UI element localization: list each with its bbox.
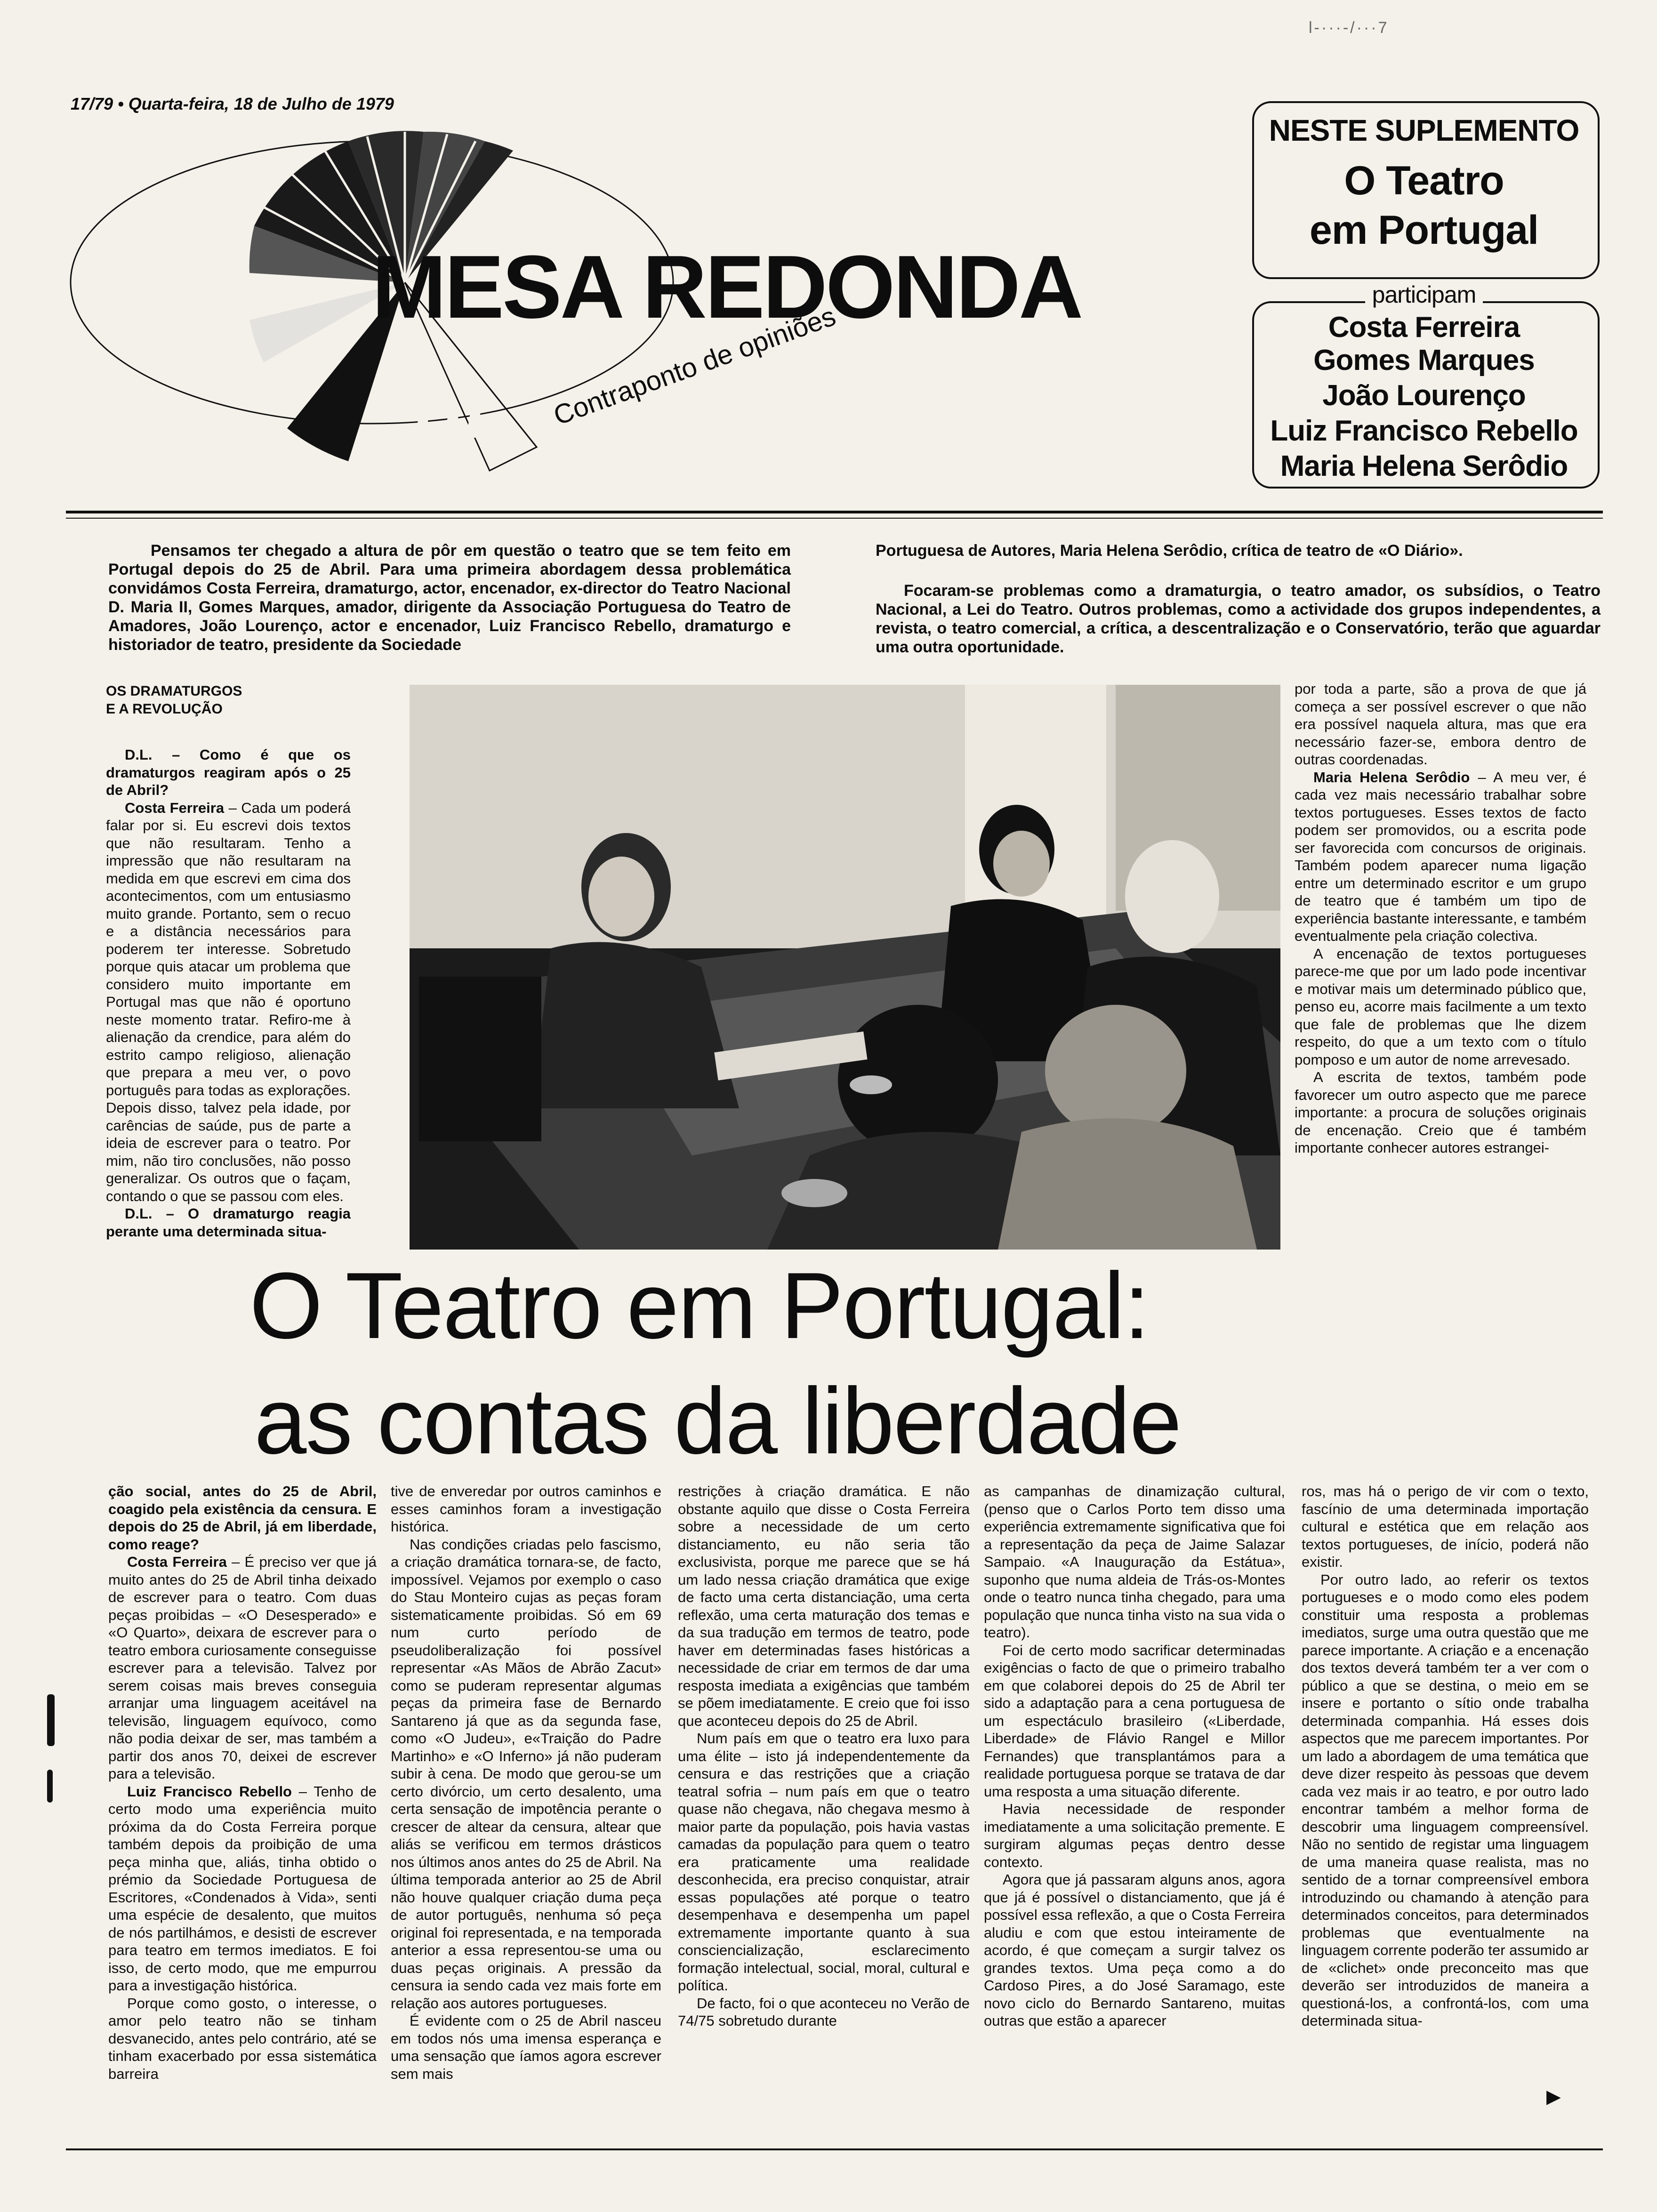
right-arrow-icon: ▶ — [1546, 2086, 1561, 2107]
masthead-tagline: Contraponto de opiniões — [549, 300, 840, 432]
supplement-title-2: em Portugal — [1310, 208, 1538, 253]
paragraph: Porque como gosto, o interesse, o amor pelo teatro não se tinham desvanecido, antes pelo contrário, até se tinham exacerbado por essa sistemática barreira — [108, 1995, 377, 2082]
dl-logo: DL — [410, 375, 504, 453]
paragraph: A escrita de textos, também pode favorecer um outro aspecto que me parece importante: a procura de soluções originais de encenação. Creio que é também importante conhecer autores estrangei- — [1295, 1069, 1586, 1156]
question: D.L. – O dramaturgo reagia perante uma determinada situa- — [106, 1205, 351, 1240]
paragraph: tive de enveredar por outros caminhos e esses caminhos foram a investigação histórica. — [391, 1483, 661, 1535]
left-column — [106, 682, 351, 1247]
bottom-column-5 — [1302, 1483, 1589, 2085]
answer-paragraph — [106, 799, 351, 1205]
bottom-column-4 — [984, 1483, 1285, 2108]
paragraph: Num país em que o teatro era luxo para uma élite – isto já independentemente da censura e das restrições que a criação teatral sofria – num país em que o teatro quase não chegava, não chegava mesmo à maior parte da população, pois havia vastas camadas da população para quem o teatro era praticamente uma realidade desconhecida, era preciso conquistar, atrair essas populações até porque o teatro desempenhava e desempenha um papel extremamente importante quanto à sua consciencialização, esclarecimento formação intelectual, social, moral, cultural e política. — [678, 1730, 970, 1994]
divider — [66, 518, 1603, 519]
participant-name: Costa Ferreira — [1328, 311, 1520, 344]
bottom-column-2 — [391, 1483, 661, 2108]
answer-text: – A meu ver, é cada vez mais necessário trabalhar sobre textos portugueses. Esses textos de facto podem ser promovidos, ou a escrita pode ser favorecida com concursos de originais. Também podem aparecer numa ligação entre um determinado escritor e um grupo de teatro que é também um tipo de experiência bastante interessante, e também eventualmente pela criação colectiva. — [1295, 769, 1586, 944]
participants-label: participam — [1365, 281, 1483, 308]
question: D.L. – Como é que os dramaturgos reagiram após o 25 de Abril? — [106, 746, 351, 798]
paragraph — [108, 1553, 377, 1783]
paragraph: ros, mas há o perigo de vir com o texto, fascínio de uma determinada importação cultural e estética que em relação aos textos portugueses, de início, poderá não existir. — [1302, 1483, 1589, 1570]
subhead: OS DRAMATURGOS — [106, 683, 242, 699]
paragraph: Nas condições criadas pelo fascismo, a criação dramática tornara-se, de facto, impossível. Vejamos por exemplo o caso do Stau Monteiro cujas as peças foram sistematicamente proibidas. Só em 69 num curto período de pseudoliberalização foi possível representar «As Mãos de Abrão Zacut» como se puderam representar algumas peças da primeira fase de Bernardo Santareno já que as da segunda fase, como «O Judeu», e«Traição do Padre Martinho» e «O Inferno» já não puderam subir à cena. De modo que gerou-se um certo divórcio, um certo desalento, uma certa sensação de impotência perante o crescer de altear da censura, altear que aliás se verificou em termos drásticos nos últimos anos antes do 25 de Abril. Na última temporada anterior ao 25 de Abril não houve qualquer criação duma peça de autor português, nenhuma só peça original foi representada, e na temporada anterior a essa representou-se uma ou duas peças originais. A pressão da censura ia sendo cada vez mais forte em relação aos autores portugueses. — [391, 1536, 661, 2012]
masthead-title: MESA REDONDA — [372, 237, 1082, 337]
paragraph — [1295, 769, 1586, 945]
bottom-column-1 — [108, 1483, 377, 2108]
speaker-name: Costa Ferreira — [125, 799, 225, 816]
supplement-heading: NESTE SUPLEMENTO — [1269, 113, 1579, 147]
question: ção social, antes do 25 de Abril, coagido pela existência da censura. E depois do 25 de Abril, já em liberdade, como reage? — [108, 1483, 377, 1553]
participant-name: João Lourenço — [1322, 379, 1526, 412]
participant-name: Luiz Francisco Rebello — [1270, 415, 1578, 447]
supplement-title-1: O Teatro — [1344, 158, 1504, 203]
scan-mark — [47, 1694, 55, 1746]
paragraph: Por outro lado, ao referir os textos portugueses e o modo como eles podem constituir uma resposta a problemas imediatos, surge uma outra questão que me parece importante. A criação e a encenação dos textos deverá também ter a ver com o público a que se destina, o meio em se insere e portanto o sítio onde trabalha determinada companhia. Há esses dois aspectos que me parecem importantes. Por um lado a abordagem de uma temática que deve dizer respeito às pessoas que devem cada vez mais ir ao teatro, e por outro lado encontrar também a melhor forma de descobrir uma linguagem compreensível. Não no sentido de registar uma linguagem de uma maneira quase realista, mas no sentido de a tornar compreensível embora introduzindo ou chamando à atenção para determinados conceitos, para determinados problemas que eventualmente na linguagem corrente poderão ter assumido ar de «clichet» onde preconceito mas que deverão ser introduzidos de maneira a questioná-los, a confrontá-los, com uma determinada situa- — [1302, 1571, 1589, 2029]
speaker-name: Maria Helena Serôdio — [1313, 769, 1470, 785]
answer-text: – Cada um poderá falar por si. Eu escrevi dois textos que não resultaram. Tenho a impressão que não resultaram na medida em que escrevi em cima dos acontecimentos, com um entusiasmo muito grande. Portanto, sem o recuo e a distância necessários para poderem ter interesse. Sobretudo porque quis atacar um problema que considero muito importante em Portugal mas que não é oportuno neste momento tratar. Refiro-me à alienação da crendice, para além do estrito campo religioso, alienação que prepara a meu ver, o povo português para todas as explorações. Depois disso, talvez pela idade, por carências de saúde, pus de parte a ideia de escrever para o teatro. Por mim, não tiro conclusões, não posso generalizar. Os outros que o façam, contando o que se passou com eles. — [106, 799, 351, 1204]
right-column-top — [1295, 680, 1586, 1250]
intro-right-1: Portuguesa de Autores, Maria Helena Serôdio, crítica de teatro de «O Diário». — [876, 542, 1463, 560]
roundtable-photo — [410, 685, 1280, 1250]
paragraph: É evidente com o 25 de Abril nasceu em todos nós uma imensa esperança e uma sensação que íamos agora escrever sem mais — [391, 2012, 661, 2082]
paragraph: restrições à criação dramática. E não obstante aquilo que disse o Costa Ferreira sobre a necessidade de um certo distanciamento, eu não seria tão exclusivista, porque me parece que se há um lado nessa criação dramática que exige de facto uma certa distanciação, uma certa reflexão, uma certa maturação dos temas e da sua tradução em termos de teatro, pode haver em determinadas fases históricas a necessidade de criar em termos de dar uma resposta imediata a exigências que também se põem imediatamente. E creio que foi isso que aconteceu depois do 25 de Abril. — [678, 1483, 970, 1729]
paragraph: por toda a parte, são a prova de que já começa a ser possível escrever o que não era possível naquela altura, mas que era necessário fazer-se, embora dentro de outras coordenadas. — [1295, 681, 1586, 768]
paragraph: Foi de certo modo sacrificar determinadas exigências o facto de que o primeiro trabalho em que colaborei depois do 25 de Abril ter sido a adaptação para a cena portuguesa de um espectáculo brasileiro («Liberdade, Liberdade» de Flávio Rangel e Millor Fernandes) que transplantámos para a realidade portuguesa porque se tratava de dar uma resposta a uma situação diferente. — [984, 1642, 1285, 1800]
paragraph: A encenação de textos portugueses parece-me que por um lado pode incentivar e motivar mais um determinado público que, penso eu, acorre mais facilmente a um texto que fale de problemas que lhe dizem respeito, do que a um texto com o título pomposo e um autor de nome arrevesado. — [1295, 945, 1586, 1068]
participant-name: Maria Helena Serôdio — [1280, 450, 1568, 482]
paragraph: De facto, foi o que aconteceu no Verão de 74/75 sobretudo durante — [678, 1995, 970, 2029]
answer-text: – Tenho de certo modo uma experiência muito próxima da do Costa Ferreira porque também depois da proibição de uma peça minha que, aliás, tinha obtido o prémio da Sociedade Portuguesa de Escritores, «Condenados à Vida», senti uma espécie de desalento, que muitos de nós partilhámos, e desisti de escrever para teatro em termos imediatos. E foi isso, de certo modo, que me empurrou para a investigação histórica. — [108, 1783, 377, 1994]
scan-mark — [47, 1770, 53, 1803]
paragraph: as campanhas de dinamização cultural, (penso que o Carlos Porto tem disso uma experiência extremamente significativa que foi a representação da peça de Jaime Salazar Sampaio. «A Inauguração da Estátua», suponho que numa aldeia de Trás-os-Montes onde o teatro nunca tinha chegado, para uma população que nunca tinha visto na sua vida o teatro). — [984, 1483, 1285, 1641]
speaker-name: Costa Ferreira — [127, 1554, 227, 1570]
subhead: E A REVOLUÇÃO — [106, 701, 223, 717]
participant-name: Gomes Marques — [1313, 344, 1535, 377]
paragraph — [108, 1783, 377, 1995]
paragraph: Agora que já passaram alguns anos, agora que já é possível o distanciamento, que já é possível essa reflexão, a que o Costa Ferreira aludiu e com que estou inteiramente de acordo, é que começam a surgir talvez os grandes textos. Uma peça como a do Cardoso Pires, a do José Saramago, este novo ciclo do Bernardo Santareno, muitas outras que estão a aparecer — [984, 1871, 1285, 2029]
intro-left: Pensamos ter chegado a altura de pôr em questão o teatro que se tem feito em Portugal depois do 25 de Abril. Para uma primeira abordagem dessa problemática convidámos Costa Ferreira, dramaturgo, actor, encenador, ex-director do Teatro Nacional D. Maria II, Gomes Marques, amador, dirigente da Associação Portuguesa do Teatro de Amadores, João Lourenço, actor e encenador, Luiz Francisco Rebello, dramaturgo e historiador de teatro, presidente da Sociedade — [108, 542, 791, 654]
divider — [66, 511, 1603, 513]
corner-mark: l-···-/···7 — [1309, 19, 1389, 37]
headline-line-2: as contas da liberdade — [254, 1369, 1181, 1474]
intro-right-2: Focaram-se problemas como a dramaturgia, o teatro amador, os subsídios, o Teatro Nacional, a Lei do Teatro. Outros problemas, como a actividade dos grupos independentes, a revista, o teatro comercial, a crítica, a descentralização e o Conservatório, terão que aguardar uma outra oportunidade. — [876, 582, 1601, 656]
paragraph: Havia necessidade de responder imediatamente a uma solicitação premente. E surgiram algumas peças dentro desse contexto. — [984, 1801, 1285, 1870]
divider — [66, 2148, 1603, 2150]
speaker-name: Luiz Francisco Rebello — [127, 1783, 292, 1800]
issue-line: 17/79 • Quarta-feira, 18 de Julho de 1979 — [71, 94, 394, 113]
answer-text: – É preciso ver que já muito antes do 25 de Abril tinha deixado de escrever para o teatro. Com duas peças proibidas – «O Desesperado» e «O Quarto», deixara de escrever para o teatro embora curiosamente conseguisse escrever para a televisão. Talvez por serem coisas mais breves conseguia arranjar uma linguagem aceitável na televisão, linguagem equívoco, como não podia deixar de ser, mas também a partir dos anos 70, deixei de escrever para a televisão. — [108, 1554, 377, 1782]
headline-line-1: O Teatro em Portugal: — [249, 1253, 1149, 1358]
bottom-column-3 — [678, 1483, 970, 2108]
